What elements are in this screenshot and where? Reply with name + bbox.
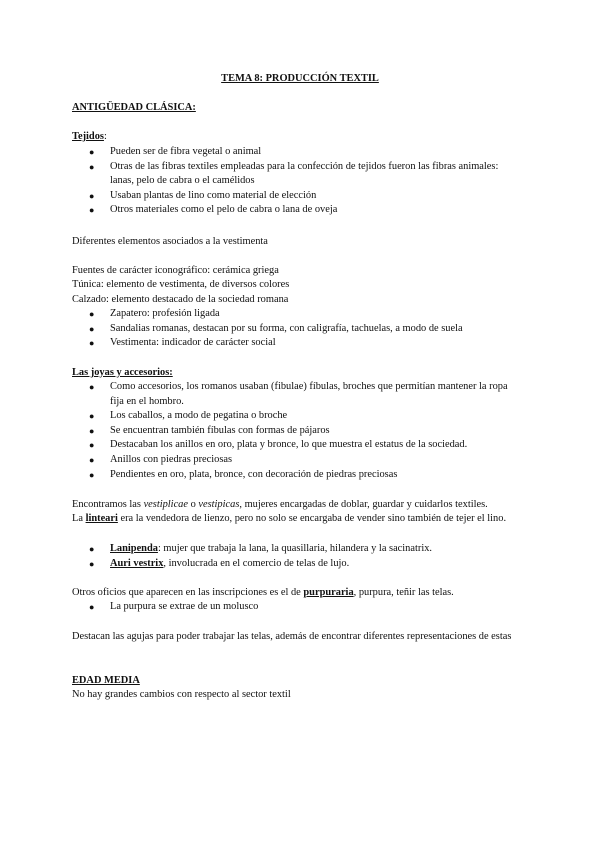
- bullet-icon: ●: [89, 425, 95, 436]
- lanipenda-term: Lanipenda: [110, 543, 158, 554]
- list-item: ● Pueden ser de fibra vegetal o animal: [72, 145, 522, 160]
- bullet-icon: ●: [89, 147, 95, 157]
- purpuraria-paragraph: Otros oficios que aparecen en las inscripciones es el de purpuraria, purpura, teñir las telas.: [72, 587, 454, 598]
- list-item: ● Auri vestrix, involucrada en el comercio de telas de lujo.: [72, 557, 522, 572]
- list-item: ● Destacaban los anillos en oro, plata y bronce, lo que muestra el estatus de la sociedad.: [72, 438, 522, 453]
- linteari-term: linteari: [85, 513, 118, 524]
- tejidos-heading-line: [72, 130, 522, 145]
- list-item: ● Anillos con piedras preciosas: [72, 453, 522, 468]
- oficios-list: [72, 542, 522, 571]
- document-title: TEMA 8: PRODUCCIÓN TEXTIL: [221, 73, 379, 84]
- bullet-icon: ●: [89, 602, 95, 612]
- list-item: ● Vestimenta: indicador de carácter social: [72, 336, 522, 351]
- calzado-list: [72, 307, 522, 351]
- agujas-paragraph: Destacan las agujas para poder trabajar las telas, además de encontrar diferentes representaciones de estas: [72, 631, 512, 642]
- bullet-icon: ●: [89, 411, 95, 422]
- list-item: ● Zapatero: profesión ligada: [72, 307, 522, 322]
- bullet-icon: ●: [89, 338, 95, 349]
- joyas-heading: Las joyas y accesorios:: [72, 367, 173, 378]
- list-item: ● Como accesorios, los romanos usaban (fibulae) fíbulas, broches que permitían mantener la ropa fija en el hombro.: [89, 381, 508, 407]
- purpuraria-list: [72, 600, 522, 615]
- list-item: ● Lanipenda: mujer que trabaja la lana, la quasillaria, hilandera y la sacinatrix.: [72, 542, 522, 557]
- list-item: ● Usaban plantas de lino como material de elección: [72, 189, 522, 204]
- bullet-icon: ●: [89, 190, 95, 201]
- list-item: ● La purpura se extrae de un molusco: [72, 600, 522, 615]
- tejidos-heading: Tejidos: [72, 131, 104, 142]
- edad-media-line: No hay grandes cambios con respecto al sector textil: [72, 689, 291, 700]
- vestipicas-term: vestipicas: [198, 499, 240, 510]
- auri-vestrix-term: Auri vestrix: [110, 557, 164, 569]
- purpuraria-term: purpuraria: [303, 587, 354, 598]
- bullet-icon: ●: [89, 558, 95, 569]
- bullet-icon: ●: [89, 454, 95, 465]
- linteari-paragraph: La linteari era la vendedora de lienzo, pero no solo se encargaba de vender sino también de tejer el lino.: [72, 513, 507, 524]
- section-heading-edad-media: EDAD MEDIA: [72, 675, 140, 686]
- vestiplicae-paragraph: Encontramos las vestiplicae o vestipicas, mujeres encargadas de doblar, guardar y cuidarlos textiles.: [72, 499, 488, 510]
- list-item: ● Se encuentran también fíbulas con formas de pájaros: [72, 424, 522, 439]
- bullet-icon: ●: [89, 469, 95, 480]
- bullet-icon: ●: [89, 323, 95, 334]
- list-item: ● Pendientes en oro, plata, bronce, con decoración de piedras preciosas: [72, 468, 522, 483]
- section-heading-antiguedad: ANTIGÜEDAD CLÁSICA:: [72, 102, 196, 113]
- tejidos-list: [72, 145, 522, 218]
- joyas-list: [72, 380, 522, 482]
- list-item: ● Los caballos, a modo de pegatina o broche: [72, 409, 522, 424]
- bullet-icon: ●: [89, 544, 95, 554]
- list-item: ● Otras de las fibras textiles empleadas para la confección de tejidos fueron las fibras animales: lanas, pelo de cabra o el camélidos: [89, 160, 499, 187]
- calzado-line: Calzado: elemento destacado de la sociedad romana: [72, 294, 289, 305]
- bullet-icon: ●: [89, 161, 95, 172]
- bullet-icon: ●: [89, 440, 95, 451]
- bullet-icon: ●: [89, 382, 95, 392]
- tunica-line: Túnica: elemento de vestimenta, de diversos colores: [72, 279, 290, 290]
- tejidos-colon: :: [103, 131, 107, 142]
- bullet-icon: ●: [89, 309, 95, 319]
- vestimenta-line: Diferentes elementos asociados a la vestimenta: [72, 236, 268, 247]
- list-item: ● Otros materiales como el pelo de cabra o lana de oveja: [72, 203, 522, 218]
- fuentes-line: Fuentes de carácter iconográfico: cerámica griega: [72, 265, 279, 276]
- vestiplicae-term: vestiplicae: [143, 499, 188, 510]
- bullet-icon: ●: [89, 205, 95, 216]
- list-item: ● Sandalias romanas, destacan por su forma, con caligrafía, tachuelas, a modo de suela: [72, 322, 522, 337]
